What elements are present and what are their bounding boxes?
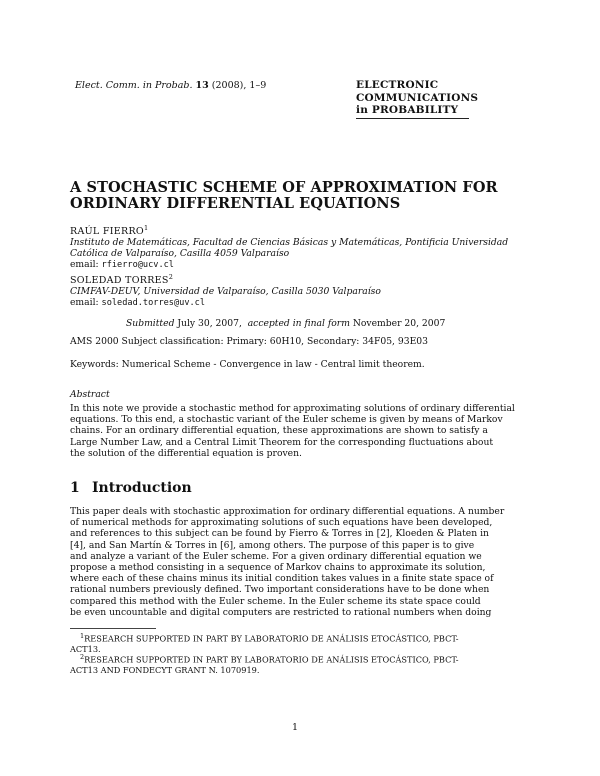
accepted-label: accepted in final form bbox=[247, 318, 350, 329]
ams-classification: AMS 2000 Subject classification: Primary: 60H10, Secondary: 34F05, 93E03 bbox=[70, 336, 428, 347]
footnote-line: ACT13 AND FONDECYT GRANT N. 1070919. bbox=[70, 664, 260, 675]
author-affiliation bbox=[70, 286, 540, 297]
keywords: Keywords: Numerical Scheme - Convergence in law - Central limit theorem. bbox=[70, 359, 425, 370]
affiliation-line: Católica de Valparaíso, Casilla 4059 Valparaíso bbox=[70, 248, 290, 260]
page-number: 1 bbox=[292, 722, 299, 733]
footnote-mark: 2 bbox=[80, 653, 85, 661]
author-name bbox=[70, 273, 540, 286]
author-email-link[interactable]: soledad.torres@uv.cl bbox=[101, 298, 206, 309]
journal-abbrev: Elect. Comm. in Probab. bbox=[75, 80, 193, 91]
footnote-text: RESEARCH SUPPORTED IN PART BY LABORATORIO DE ANÁLISIS ETOCÁSTICO, PBCT- bbox=[84, 654, 459, 665]
paper-title bbox=[70, 180, 540, 212]
abstract-line: Large Number Law, and a Central Limit Theorem for the corresponding fluctuations about bbox=[70, 436, 494, 448]
journal-name-block bbox=[356, 79, 478, 121]
footnote-text: RESEARCH SUPPORTED IN PART BY LABORATORIO DE ANÁLISIS ETOCÁSTICO, PBCT- bbox=[84, 633, 459, 644]
body-line: be even uncountable and digital computers are restricted to rational numbers when doing bbox=[70, 606, 492, 618]
author-footnote-mark: 2 bbox=[168, 273, 174, 281]
body-line: where each of these chains minus its initial condition takes values in a finite state space of bbox=[70, 573, 494, 585]
submitted-label: Submitted bbox=[126, 318, 175, 329]
section-heading bbox=[70, 480, 192, 496]
section-title: Introduction bbox=[92, 480, 192, 496]
author-footnote-mark: 1 bbox=[144, 224, 149, 232]
affiliation-line: CIMFAV-DEUV, Universidad de Valparaíso, Casilla 5030 Valparaíso bbox=[70, 286, 381, 298]
body-line: [4], and San Martín & Torres in [6], among others. The purpose of this paper is to give bbox=[70, 539, 475, 551]
body-line: compared this method with the Euler scheme. In the Euler scheme its state space could bbox=[70, 595, 481, 607]
journal-name-rule bbox=[356, 118, 469, 119]
body-line: of numerical methods for approximating solutions of such equations have been developed, bbox=[70, 517, 493, 529]
author-name bbox=[70, 224, 540, 237]
abstract-body bbox=[70, 403, 536, 459]
footnote-rule bbox=[70, 628, 156, 629]
accepted-date: November 20, 2007 bbox=[352, 318, 446, 329]
body-line: and analyze a variant of the Euler scheme. For a given ordinary differential equation we bbox=[70, 550, 482, 562]
footnote-line: ACT13. bbox=[70, 643, 101, 654]
introduction-body bbox=[70, 506, 538, 618]
author-email-link[interactable]: rfierro@ucv.cl bbox=[101, 260, 174, 271]
footnote-mark: 1 bbox=[80, 632, 85, 640]
body-line: This paper deals with stochastic approximation for ordinary differential equations. A number bbox=[70, 506, 505, 517]
author-email-row bbox=[70, 297, 540, 309]
submitted-date: July 30, 2007, bbox=[177, 318, 242, 329]
submission-dates bbox=[126, 318, 445, 329]
journal-name-line: ELECTRONIC bbox=[356, 79, 439, 91]
abstract-line: In this note we provide a stochastic method for approximating solutions of ordinary differential bbox=[70, 403, 515, 414]
journal-volume: 13 bbox=[195, 80, 209, 91]
body-line: propose a method consisting in a sequence of Markov chains to approximate its solution, bbox=[70, 562, 486, 574]
email-label: email: bbox=[70, 259, 99, 271]
footnote-line bbox=[70, 652, 536, 665]
body-line: and references to this subject can be found by Fierro & Torres in [2], Kloeden & Platen in bbox=[70, 528, 489, 540]
title-line: ORDINARY DIFFERENTIAL EQUATIONS bbox=[70, 195, 401, 212]
author-name-text: SOLEDAD TORRES bbox=[70, 275, 169, 287]
journal-name-line: in PROBABILITY bbox=[356, 104, 459, 116]
author-block-2 bbox=[70, 273, 540, 309]
author-affiliation bbox=[70, 237, 540, 259]
abstract-line: chains. For an ordinary differential equation, these approximations are shown to satisfy a bbox=[70, 425, 488, 437]
affiliation-line: Instituto de Matemáticas, Facultad de Ciencias Básicas y Matemáticas, Pontificia Universidad bbox=[70, 237, 509, 249]
journal-year-pages: (2008), 1–9 bbox=[211, 80, 267, 91]
journal-name-line: COMMUNICATIONS bbox=[356, 91, 479, 104]
author-name-text: RAÚL FIERRO bbox=[70, 226, 145, 238]
title-line: A STOCHASTIC SCHEME OF APPROXIMATION FOR bbox=[70, 179, 498, 196]
author-email-row bbox=[70, 259, 540, 271]
journal-citation bbox=[75, 80, 266, 91]
abstract-line: the solution of the differential equation is proven. bbox=[70, 447, 302, 459]
section-number: 1 bbox=[70, 480, 80, 496]
author-block-1 bbox=[70, 224, 540, 271]
abstract-line: equations. To this end, a stochastic variant of the Euler scheme is given by means of Markov bbox=[70, 414, 503, 426]
footnote-1 bbox=[70, 631, 536, 654]
footnote-line bbox=[70, 631, 536, 644]
abstract-heading: Abstract bbox=[70, 389, 110, 400]
body-line: rational numbers previously defined. Two important considerations have to be done when bbox=[70, 584, 490, 596]
email-label: email: bbox=[70, 297, 99, 309]
footnote-2 bbox=[70, 652, 536, 675]
